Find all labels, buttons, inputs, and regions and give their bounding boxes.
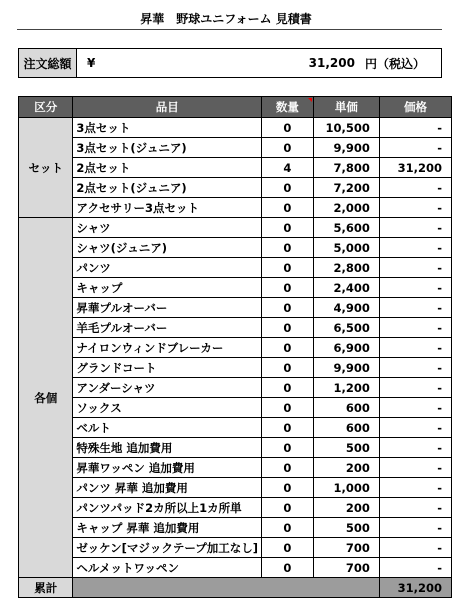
price-cell: - — [379, 498, 451, 518]
quantity-cell[interactable]: 0 — [262, 318, 314, 338]
table-row — [19, 378, 452, 398]
quantity-cell[interactable]: 0 — [262, 218, 314, 238]
price-cell: - — [379, 198, 451, 218]
table-row — [19, 258, 452, 278]
price-cell: - — [379, 358, 451, 378]
unit-price-cell: 200 — [313, 458, 379, 478]
table-row — [19, 358, 452, 378]
item-cell: ゼッケン[マジックテープ加工なし] — [73, 538, 262, 558]
page-title: 昇華 野球ユニフォーム 見積書 — [140, 12, 312, 26]
price-cell: - — [379, 418, 451, 438]
price-cell: - — [379, 538, 451, 558]
quantity-cell[interactable]: 0 — [262, 478, 314, 498]
price-cell: - — [379, 398, 451, 418]
price-cell: - — [379, 558, 451, 578]
table-row — [19, 418, 452, 438]
item-cell: アンダーシャツ — [73, 378, 262, 398]
table-header-row — [19, 97, 452, 118]
order-total-amount: 31,200 — [308, 56, 355, 70]
item-cell: 昇華プルオーバー — [73, 298, 262, 318]
header-price: 価格 — [379, 97, 451, 118]
quantity-cell[interactable]: 0 — [262, 518, 314, 538]
quantity-cell[interactable]: 0 — [262, 498, 314, 518]
unit-price-cell: 1,000 — [313, 478, 379, 498]
table-row — [19, 538, 452, 558]
quantity-cell[interactable]: 0 — [262, 538, 314, 558]
total-spacer — [73, 578, 380, 598]
price-cell: - — [379, 378, 451, 398]
header-item: 品目 — [73, 97, 262, 118]
price-cell: - — [379, 318, 451, 338]
table-row — [19, 478, 452, 498]
item-cell: アクセサリー3点セット — [73, 198, 262, 218]
price-cell: - — [379, 478, 451, 498]
order-total-unit: 円（税込） — [364, 56, 425, 71]
table-row — [19, 118, 452, 138]
price-cell: - — [379, 258, 451, 278]
table-row — [19, 218, 452, 238]
table-row — [19, 518, 452, 538]
item-cell: パンツ 昇華 追加費用 — [73, 478, 262, 498]
quantity-cell[interactable]: 0 — [262, 198, 314, 218]
quantity-cell[interactable]: 0 — [262, 398, 314, 418]
table-row — [19, 338, 452, 358]
price-cell: - — [379, 218, 451, 238]
table-row — [19, 238, 452, 258]
quantity-cell[interactable]: 0 — [262, 438, 314, 458]
price-cell: - — [379, 278, 451, 298]
price-cell: - — [379, 238, 451, 258]
quantity-cell[interactable]: 0 — [262, 358, 314, 378]
quantity-cell[interactable]: 0 — [262, 238, 314, 258]
item-cell: ソックス — [73, 398, 262, 418]
order-total-amount-area — [127, 49, 441, 77]
price-cell: - — [379, 298, 451, 318]
unit-price-cell: 2,800 — [313, 258, 379, 278]
unit-price-cell: 1,200 — [313, 378, 379, 398]
quantity-cell[interactable]: 0 — [262, 458, 314, 478]
item-cell: シャツ — [73, 218, 262, 238]
unit-price-cell: 7,800 — [313, 158, 379, 178]
unit-price-cell: 10,500 — [313, 118, 379, 138]
item-cell: 2点セット — [73, 158, 262, 178]
quantity-cell[interactable]: 0 — [262, 338, 314, 358]
unit-price-cell: 500 — [313, 438, 379, 458]
unit-price-cell: 4,900 — [313, 298, 379, 318]
table-row — [19, 298, 452, 318]
title-underline — [17, 29, 442, 30]
unit-price-cell: 9,900 — [313, 358, 379, 378]
order-total-label: 注文総額 — [19, 49, 77, 77]
item-cell: パンツパッド2カ所以上1カ所単 — [73, 498, 262, 518]
unit-price-cell: 600 — [313, 398, 379, 418]
unit-price-cell: 7,200 — [313, 178, 379, 198]
total-row — [19, 578, 452, 598]
item-cell: キャップ — [73, 278, 262, 298]
price-cell: 31,200 — [379, 158, 451, 178]
unit-price-cell: 5,600 — [313, 218, 379, 238]
item-cell: 昇華ワッペン 追加費用 — [73, 458, 262, 478]
price-cell: - — [379, 178, 451, 198]
quantity-cell[interactable]: 0 — [262, 418, 314, 438]
quantity-cell[interactable]: 0 — [262, 258, 314, 278]
grand-total: 31,200 — [379, 578, 451, 598]
price-cell: - — [379, 138, 451, 158]
table-row — [19, 558, 452, 578]
category-cell: セット — [19, 118, 73, 218]
unit-price-cell: 500 — [313, 518, 379, 538]
unit-price-cell: 600 — [313, 418, 379, 438]
unit-price-cell: 6,900 — [313, 338, 379, 358]
table-row — [19, 278, 452, 298]
category-cell: 各個 — [19, 218, 73, 578]
table-row — [19, 178, 452, 198]
item-cell: パンツ — [73, 258, 262, 278]
unit-price-cell: 2,000 — [313, 198, 379, 218]
item-cell: 3点セット(ジュニア) — [73, 138, 262, 158]
quantity-cell[interactable]: 4 — [262, 158, 314, 178]
order-total-box — [18, 48, 442, 78]
table-row — [19, 318, 452, 338]
item-cell: ヘルメットワッペン — [73, 558, 262, 578]
table-row — [19, 138, 452, 158]
header-category: 区分 — [19, 97, 73, 118]
unit-price-cell: 5,000 — [313, 238, 379, 258]
table-row — [19, 158, 452, 178]
item-cell: グランドコート — [73, 358, 262, 378]
table-row — [19, 458, 452, 478]
item-cell: 3点セット — [73, 118, 262, 138]
item-cell: シャツ(ジュニア) — [73, 238, 262, 258]
price-cell: - — [379, 458, 451, 478]
quantity-cell[interactable]: 0 — [262, 178, 314, 198]
unit-price-cell: 200 — [313, 498, 379, 518]
item-cell: ベルト — [73, 418, 262, 438]
item-cell: ナイロンウィンドブレーカー — [73, 338, 262, 358]
quote-table — [18, 96, 452, 598]
currency-symbol: ¥ — [87, 56, 96, 70]
item-cell: 2点セット(ジュニア) — [73, 178, 262, 198]
unit-price-cell: 6,500 — [313, 318, 379, 338]
table-row — [19, 438, 452, 458]
total-label: 累計 — [19, 578, 73, 598]
table-row — [19, 498, 452, 518]
header-unit-price: 単価 — [313, 97, 379, 118]
unit-price-cell: 700 — [313, 558, 379, 578]
price-cell: - — [379, 518, 451, 538]
price-cell: - — [379, 338, 451, 358]
price-cell: - — [379, 438, 451, 458]
item-cell: 羊毛プルオーバー — [73, 318, 262, 338]
quantity-cell[interactable]: 0 — [262, 558, 314, 578]
quantity-cell[interactable]: 0 — [262, 298, 314, 318]
quantity-cell[interactable]: 0 — [262, 138, 314, 158]
quantity-cell[interactable]: 0 — [262, 278, 314, 298]
item-cell: 特殊生地 追加費用 — [73, 438, 262, 458]
quantity-cell[interactable]: 0 — [262, 378, 314, 398]
unit-price-cell: 9,900 — [313, 138, 379, 158]
item-cell: キャップ 昇華 追加費用 — [73, 518, 262, 538]
header-quantity: 数量 — [262, 97, 314, 118]
unit-price-cell: 2,400 — [313, 278, 379, 298]
table-row — [19, 198, 452, 218]
unit-price-cell: 700 — [313, 538, 379, 558]
table-row — [19, 398, 452, 418]
price-cell: - — [379, 118, 451, 138]
quantity-cell[interactable]: 0 — [262, 118, 314, 138]
